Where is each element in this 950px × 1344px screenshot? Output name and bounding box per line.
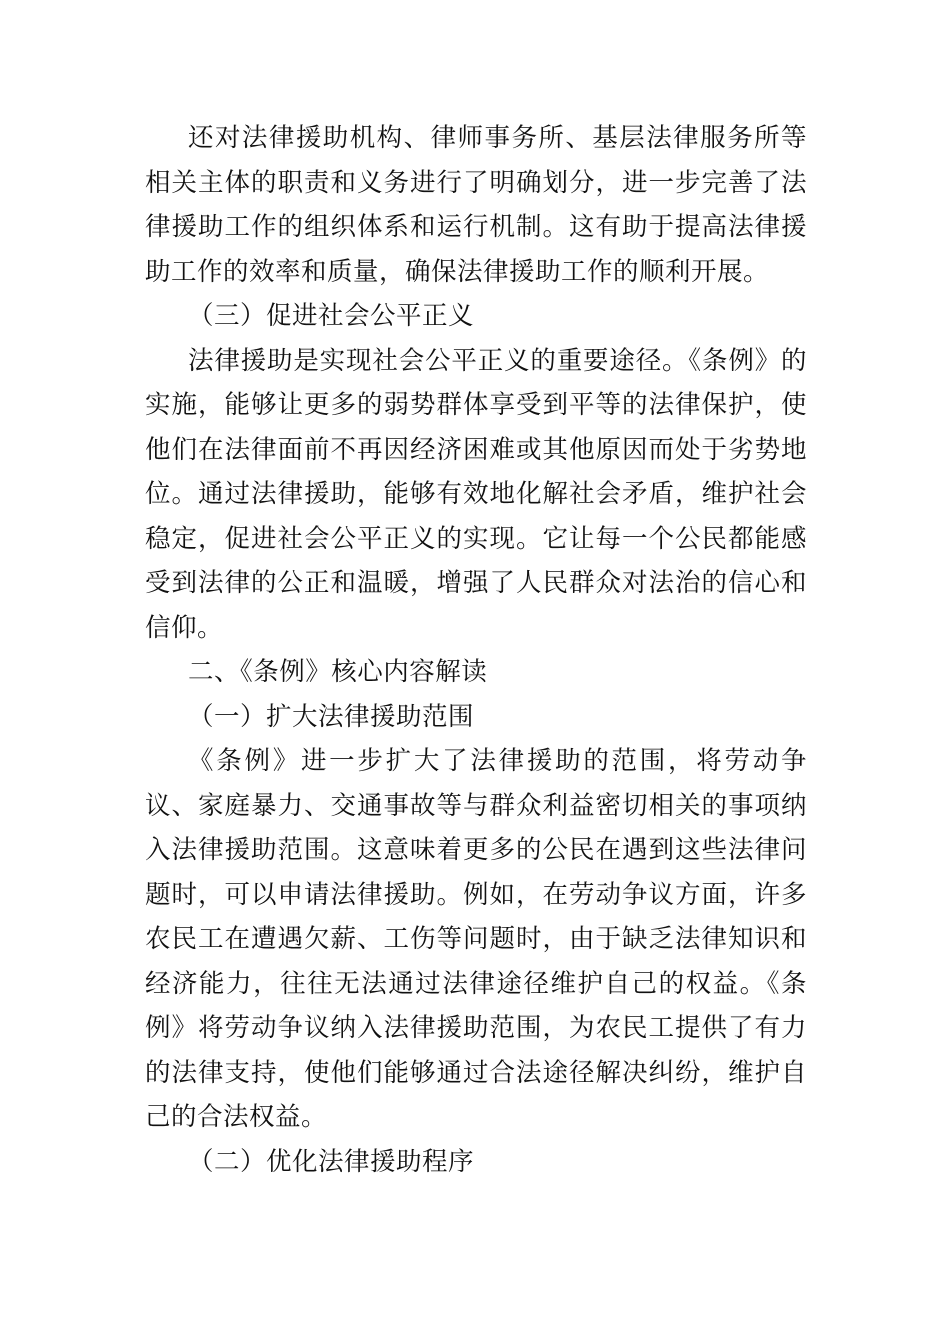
paragraph-expand-scope: 《条例》进一步扩大了法律援助的范围，将劳动争议、家庭暴力、交通事故等与群众利益密切相关的事项纳入法律援助范围。这意味着更多的公民在遇到这些法律问题时，可以申请法律援助。例如，在劳动争议方面，许多农民工在遭遇欠薪、工伤等问题时，由于缺乏法律知识和经济能力，往往无法通过法律途径维护自己的权益。《条例》将劳动争议纳入法律援助范围，为农民工提供了有力的法律支持，使他们能够通过合法途径解决纠纷，维护自己的合法权益。 bbox=[145, 746, 807, 1132]
heading-promote-social-justice: （三）促进社会公平正义 bbox=[188, 301, 475, 331]
paragraph-social-justice: 法律援助是实现社会公平正义的重要途径。《条例》的实施，能够让更多的弱势群体享受到平等的法律保护，使他们在法律面前不再因经济困难或其他原因而处于劣势地位。通过法律援助，能够有效地化解社会矛盾，维护社会稳定，促进社会公平正义的实现。它让每一个公民都能感受到法律的公正和温暖，增强了人民群众对法治的信心和信仰。 bbox=[145, 345, 807, 643]
paragraph-organization-system: 还对法律援助机构、律师事务所、基层法律服务所等相关主体的职责和义务进行了明确划分，进一步完善了法律援助工作的组织体系和运行机制。这有助于提高法律援助工作的效率和质量，确保法律援助工作的顺利开展。 bbox=[145, 123, 807, 287]
heading-core-content: 二、《条例》核心内容解读 bbox=[188, 657, 488, 687]
heading-expand-scope: （一）扩大法律援助范围 bbox=[188, 701, 475, 732]
document-body bbox=[145, 116, 807, 1184]
heading-optimize-procedure: （二）优化法律援助程序 bbox=[188, 1146, 475, 1177]
